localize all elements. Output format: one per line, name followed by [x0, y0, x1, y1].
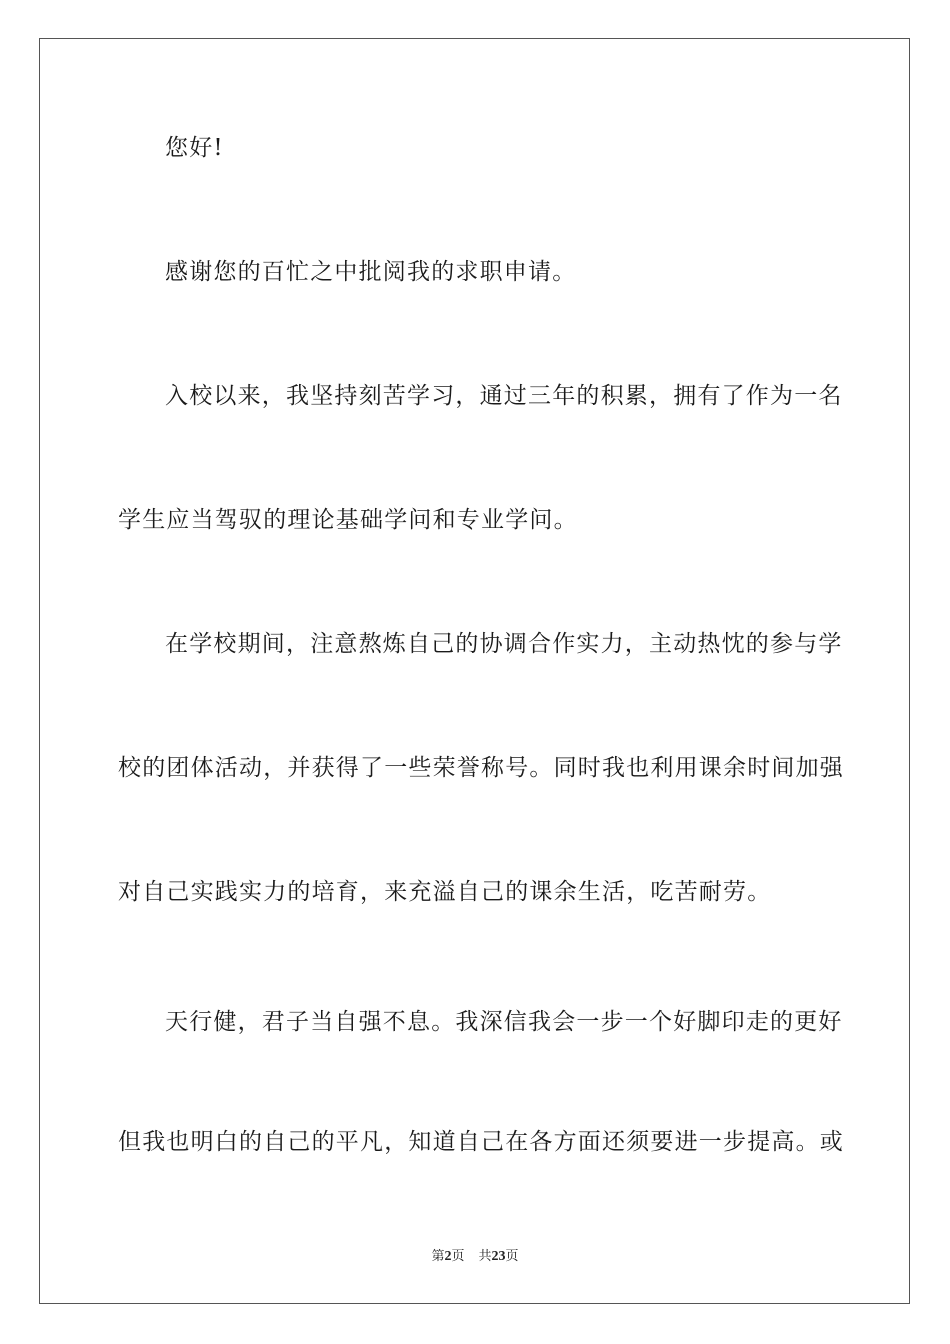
page-border — [39, 38, 910, 1304]
paragraph-2-line-1: 入校以来，我坚持刻苦学习，通过三年的积累，拥有了作为一名 — [165, 383, 843, 409]
paragraph-4-line-2: 但我也明白的自己的平凡，知道自己在各方面还须要进一步提高。或 — [118, 1129, 844, 1155]
paragraph-1-line-1: 感谢您的百忙之中批阅我的求职申请。 — [165, 259, 577, 285]
page-current-number: 2 — [444, 1249, 452, 1264]
paragraph-4-line-1: 天行健，君子当自强不息。我深信我会一步一个好脚印走的更好 — [165, 1009, 843, 1035]
total-suffix: 页 — [505, 1249, 519, 1264]
page-suffix: 页 — [451, 1249, 465, 1264]
greeting-line: 您好! — [165, 135, 224, 161]
total-prefix: 共 — [478, 1249, 492, 1264]
paragraph-2-line-2: 学生应当驾驭的理论基础学问和专业学问。 — [118, 507, 578, 533]
page-prefix: 第 — [431, 1249, 445, 1264]
paragraph-3-line-3: 对自己实践实力的培育，来充溢自己的课余生活，吃苦耐劳。 — [118, 879, 772, 905]
page-total-number: 23 — [491, 1249, 506, 1264]
page-footer — [0, 1248, 950, 1266]
paragraph-3-line-1: 在学校期间，注意熬炼自己的协调合作实力，主动热忱的参与学 — [165, 631, 843, 657]
paragraph-3-line-2: 校的团体活动，并获得了一些荣誉称号。同时我也利用课余时间加强 — [118, 755, 844, 781]
